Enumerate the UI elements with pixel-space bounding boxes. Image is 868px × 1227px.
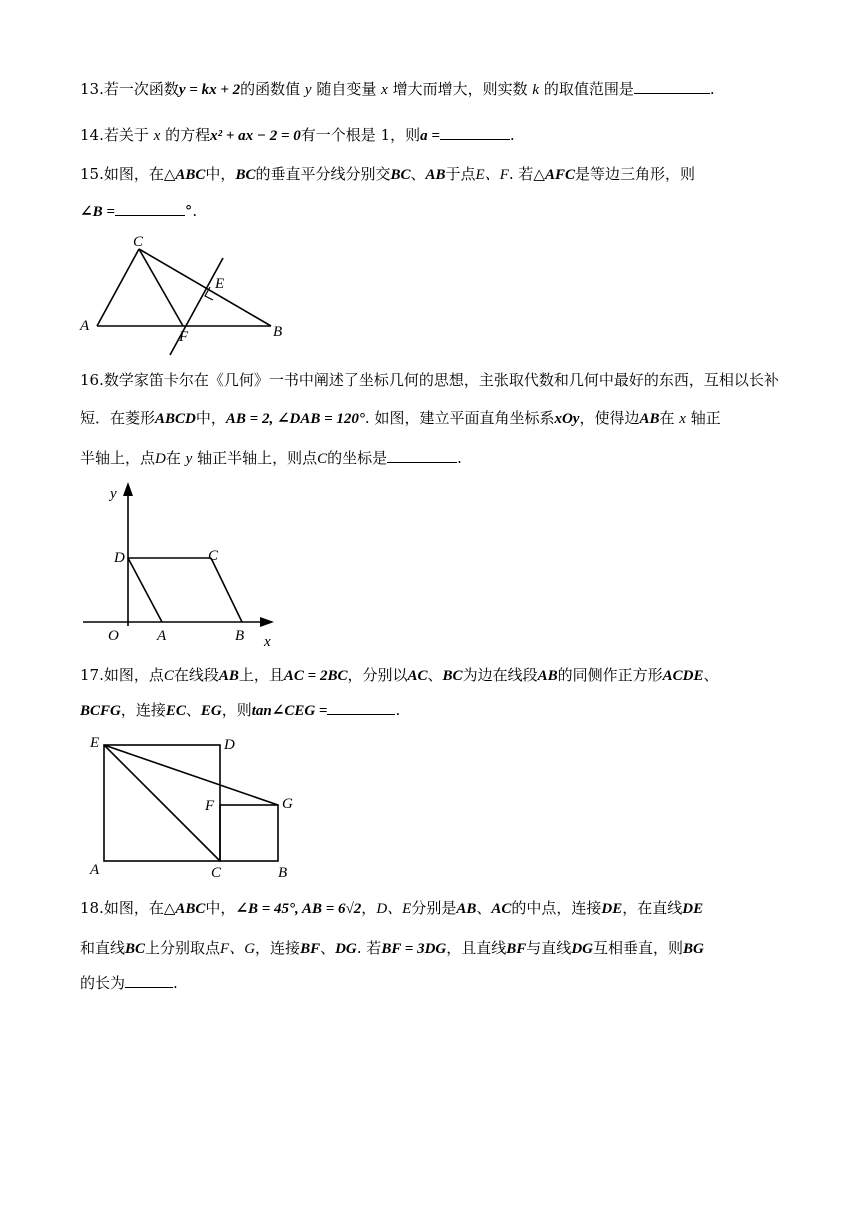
label-b: B bbox=[278, 865, 288, 881]
q13-text-5: 的取值范围是 bbox=[543, 80, 634, 98]
answer-blank[interactable] bbox=[440, 124, 510, 140]
label-e: E bbox=[90, 735, 100, 751]
q14-var-x: x bbox=[153, 128, 161, 144]
q15-text: 15.如图，在 bbox=[80, 165, 164, 183]
segment-cb bbox=[139, 249, 271, 326]
q16-text-4: . 如图，建立平面直角坐标系 bbox=[364, 409, 555, 427]
q13-text-3: 随自变量 bbox=[316, 80, 377, 98]
label-d: D bbox=[114, 550, 125, 566]
q18-seg-de: DE bbox=[601, 901, 623, 917]
square-bcfg bbox=[220, 805, 278, 861]
q15-text-2: 中， bbox=[205, 165, 236, 183]
q16-text-5: ，使得边 bbox=[579, 409, 640, 427]
q17-square-bcfg: BCFG bbox=[80, 703, 121, 719]
question-18-line-1 bbox=[80, 897, 703, 920]
q18-text-12: 与直线 bbox=[526, 939, 572, 957]
answer-blank[interactable] bbox=[634, 78, 710, 94]
q17-tan-ceg: tan∠CEG = bbox=[251, 703, 328, 719]
q18-text-3: ， bbox=[361, 899, 377, 917]
q15-seg-ab: AB bbox=[425, 167, 446, 183]
q16-condition: AB = 2, ∠DAB = 120° bbox=[225, 411, 365, 427]
q17-square-acde: ACDE bbox=[662, 668, 704, 684]
q14-end: . bbox=[509, 126, 515, 144]
q15-triangle-abc: △ABC bbox=[163, 167, 206, 183]
q13-text: 13.若一次函数 bbox=[80, 80, 179, 98]
q17-text: 17.如图，点 bbox=[80, 666, 164, 684]
q15-angle-b: ∠B = bbox=[80, 204, 115, 220]
label-b: B bbox=[273, 324, 283, 340]
y-axis-arrow-icon bbox=[123, 482, 133, 496]
segment-ca bbox=[97, 249, 139, 326]
q17-text-5: 为边在线段 bbox=[462, 666, 538, 684]
segment-eg bbox=[104, 745, 278, 805]
segment-ec bbox=[104, 745, 220, 861]
label-a: A bbox=[80, 318, 90, 334]
answer-blank[interactable] bbox=[115, 200, 185, 216]
q17-seg-ec: EC bbox=[165, 703, 186, 719]
q16-text-6: 在 bbox=[659, 409, 675, 427]
q13-end: . bbox=[709, 80, 715, 98]
q18-text-11: ，且直线 bbox=[446, 939, 507, 957]
q15-triangle-afc: △AFC bbox=[533, 167, 575, 183]
q13-text-2: 的函数值 bbox=[240, 80, 301, 98]
label-b: B bbox=[235, 628, 245, 644]
q17-sep: 、 bbox=[427, 666, 443, 684]
q17-text-9: ，则 bbox=[221, 701, 252, 719]
q16-seg-ab: AB bbox=[639, 411, 660, 427]
segment-da bbox=[128, 558, 162, 622]
q16-var-y: y bbox=[185, 451, 193, 467]
question-16-line-2 bbox=[80, 407, 721, 430]
label-a: A bbox=[90, 862, 100, 878]
q18-text-4: 分别是 bbox=[411, 899, 457, 917]
question-17-line-2 bbox=[80, 699, 400, 722]
q17-text-7: 、 bbox=[703, 666, 719, 684]
answer-blank[interactable] bbox=[387, 447, 457, 463]
question-16-line-3 bbox=[80, 447, 462, 470]
q16-point-d: D bbox=[155, 451, 166, 467]
q16-var-x: x bbox=[679, 411, 686, 427]
label-c: C bbox=[208, 548, 219, 564]
q17-condition: AC = 2BC bbox=[283, 668, 348, 684]
label-f: F bbox=[205, 798, 215, 814]
q18-text-8: 上分别取点 bbox=[145, 939, 221, 957]
q18-text-13: 互相垂直，则 bbox=[592, 939, 683, 957]
figure-q17 bbox=[82, 728, 302, 883]
q15-text-3: 的垂直平分线分别交 bbox=[255, 165, 391, 183]
q13-var-y: y bbox=[304, 82, 312, 98]
q14-var-a: a = bbox=[420, 128, 440, 144]
q15-seg-bc: BC bbox=[235, 167, 256, 183]
q14-text-3: 有一个根是 1，则 bbox=[300, 126, 421, 144]
q18-triangle-abc: △ABC bbox=[163, 901, 206, 917]
q17-end: . bbox=[395, 701, 401, 719]
q17-text-2: 在线段 bbox=[173, 666, 219, 684]
label-a: A bbox=[157, 628, 167, 644]
q18-text-10: . 若 bbox=[356, 939, 382, 957]
q18-seg-bg: BG bbox=[683, 941, 704, 957]
q16-text-8: 半轴上，点 bbox=[80, 449, 156, 467]
q18-points-de: D、E bbox=[376, 901, 412, 917]
q17-point-c: C bbox=[163, 668, 174, 684]
q18-seg-ac: AC bbox=[491, 901, 512, 917]
q16-point-c: C bbox=[317, 451, 328, 467]
q16-text-9: 在 bbox=[165, 449, 181, 467]
q15-points: E、F bbox=[475, 167, 509, 183]
label-e: E bbox=[215, 276, 225, 292]
q13-var-k: k bbox=[532, 82, 540, 98]
q17-text-8: ，连接 bbox=[120, 701, 166, 719]
q18-seg-bf: BF bbox=[300, 941, 321, 957]
q13-formula: y = kx + 2 bbox=[178, 82, 241, 98]
q13-text-4: 增大而增大，则实数 bbox=[392, 80, 528, 98]
label-x: x bbox=[264, 634, 271, 650]
label-c: C bbox=[211, 865, 222, 881]
q14-text-2: 的方程 bbox=[165, 126, 211, 144]
label-o: O bbox=[108, 628, 119, 644]
q18-seg-de-2: DE bbox=[682, 901, 704, 917]
q18-text-9: ，连接 bbox=[255, 939, 301, 957]
q18-text-5: 的中点，连接 bbox=[511, 899, 602, 917]
segment-cb bbox=[211, 558, 242, 622]
q14-formula: x² + ax − 2 = 0 bbox=[210, 128, 301, 144]
q16-text-7: 轴正 bbox=[690, 409, 721, 427]
q17-text-6: 的同侧作正方形 bbox=[557, 666, 663, 684]
q14-text: 14.若关于 bbox=[80, 126, 149, 144]
question-15-line-1 bbox=[80, 163, 695, 186]
q18-end: . bbox=[173, 974, 178, 992]
figure-q16 bbox=[78, 476, 288, 652]
q17-sep-2: 、 bbox=[185, 701, 201, 719]
q17-seg-ac: AC bbox=[407, 668, 428, 684]
question-16-line-1 bbox=[80, 369, 779, 391]
q18-text-2: 中， bbox=[205, 899, 236, 917]
q16-rhombus: ABCD bbox=[155, 411, 196, 427]
q18-text-6: ，在直线 bbox=[622, 899, 683, 917]
q18-sep: 、 bbox=[476, 899, 492, 917]
q18-seg-dg-2: DG bbox=[571, 941, 593, 957]
q15-seg-bc-2: BC bbox=[390, 167, 411, 183]
q18-text: 18.如图，在 bbox=[80, 899, 164, 917]
label-y: y bbox=[110, 486, 117, 502]
question-17-line-1 bbox=[80, 664, 718, 687]
q17-seg-eg: EG bbox=[200, 703, 222, 719]
answer-blank[interactable] bbox=[327, 699, 395, 715]
q18-sep-2: 、 bbox=[320, 939, 336, 957]
q16-text-2: 短．在菱形 bbox=[80, 409, 156, 427]
q16-text-11: 的坐标是 bbox=[327, 449, 388, 467]
q18-condition-2: BF = 3DG bbox=[381, 941, 447, 957]
q18-text-14: 的长为 bbox=[80, 974, 126, 992]
q16-text: 16.数学家笛卡尔在《几何》一书中阐述了坐标几何的思想，主张取代数和几何中最好的东西，互相以长补 bbox=[80, 371, 779, 389]
q17-text-4: ，分别以 bbox=[347, 666, 408, 684]
q13-var-x: x bbox=[381, 82, 388, 98]
question-18-line-3 bbox=[80, 972, 178, 994]
question-18-line-2 bbox=[80, 937, 704, 960]
q18-seg-ab: AB bbox=[456, 901, 477, 917]
q16-end: . bbox=[457, 449, 462, 467]
q15-text-4: 于点 bbox=[445, 165, 476, 183]
q18-seg-bc: BC bbox=[125, 941, 146, 957]
label-f: F bbox=[179, 329, 189, 345]
question-15-line-2 bbox=[80, 200, 197, 223]
answer-blank[interactable] bbox=[125, 972, 173, 988]
q18-condition: ∠B = 45°, AB = 6√2 bbox=[235, 901, 362, 917]
q15-text-6: 是等边三角形，则 bbox=[574, 165, 695, 183]
q17-seg-ab: AB bbox=[218, 668, 239, 684]
q18-seg-bf-2: BF bbox=[506, 941, 527, 957]
x-axis-arrow-icon bbox=[260, 617, 274, 627]
q16-text-10: 轴正半轴上，则点 bbox=[197, 449, 318, 467]
q17-seg-bc: BC bbox=[442, 668, 463, 684]
label-c: C bbox=[133, 234, 144, 250]
q17-text-3: 上，且 bbox=[238, 666, 284, 684]
question-14 bbox=[80, 124, 515, 147]
q16-coordinate-system: xOy bbox=[554, 411, 580, 427]
label-d: D bbox=[224, 737, 235, 753]
label-g: G bbox=[282, 796, 293, 812]
figure-q15 bbox=[75, 230, 290, 360]
q15-text-5: . 若 bbox=[508, 165, 534, 183]
q15-degree: °. bbox=[184, 202, 198, 220]
q16-text-3: 中， bbox=[195, 409, 226, 427]
q15-sep: 、 bbox=[410, 165, 426, 183]
q18-points-fg: F、G bbox=[220, 941, 256, 957]
q18-seg-dg: DG bbox=[335, 941, 357, 957]
q18-text-7: 和直线 bbox=[80, 939, 126, 957]
q17-seg-ab-2: AB bbox=[537, 668, 558, 684]
question-13 bbox=[80, 78, 715, 101]
segment-cf bbox=[139, 249, 183, 326]
